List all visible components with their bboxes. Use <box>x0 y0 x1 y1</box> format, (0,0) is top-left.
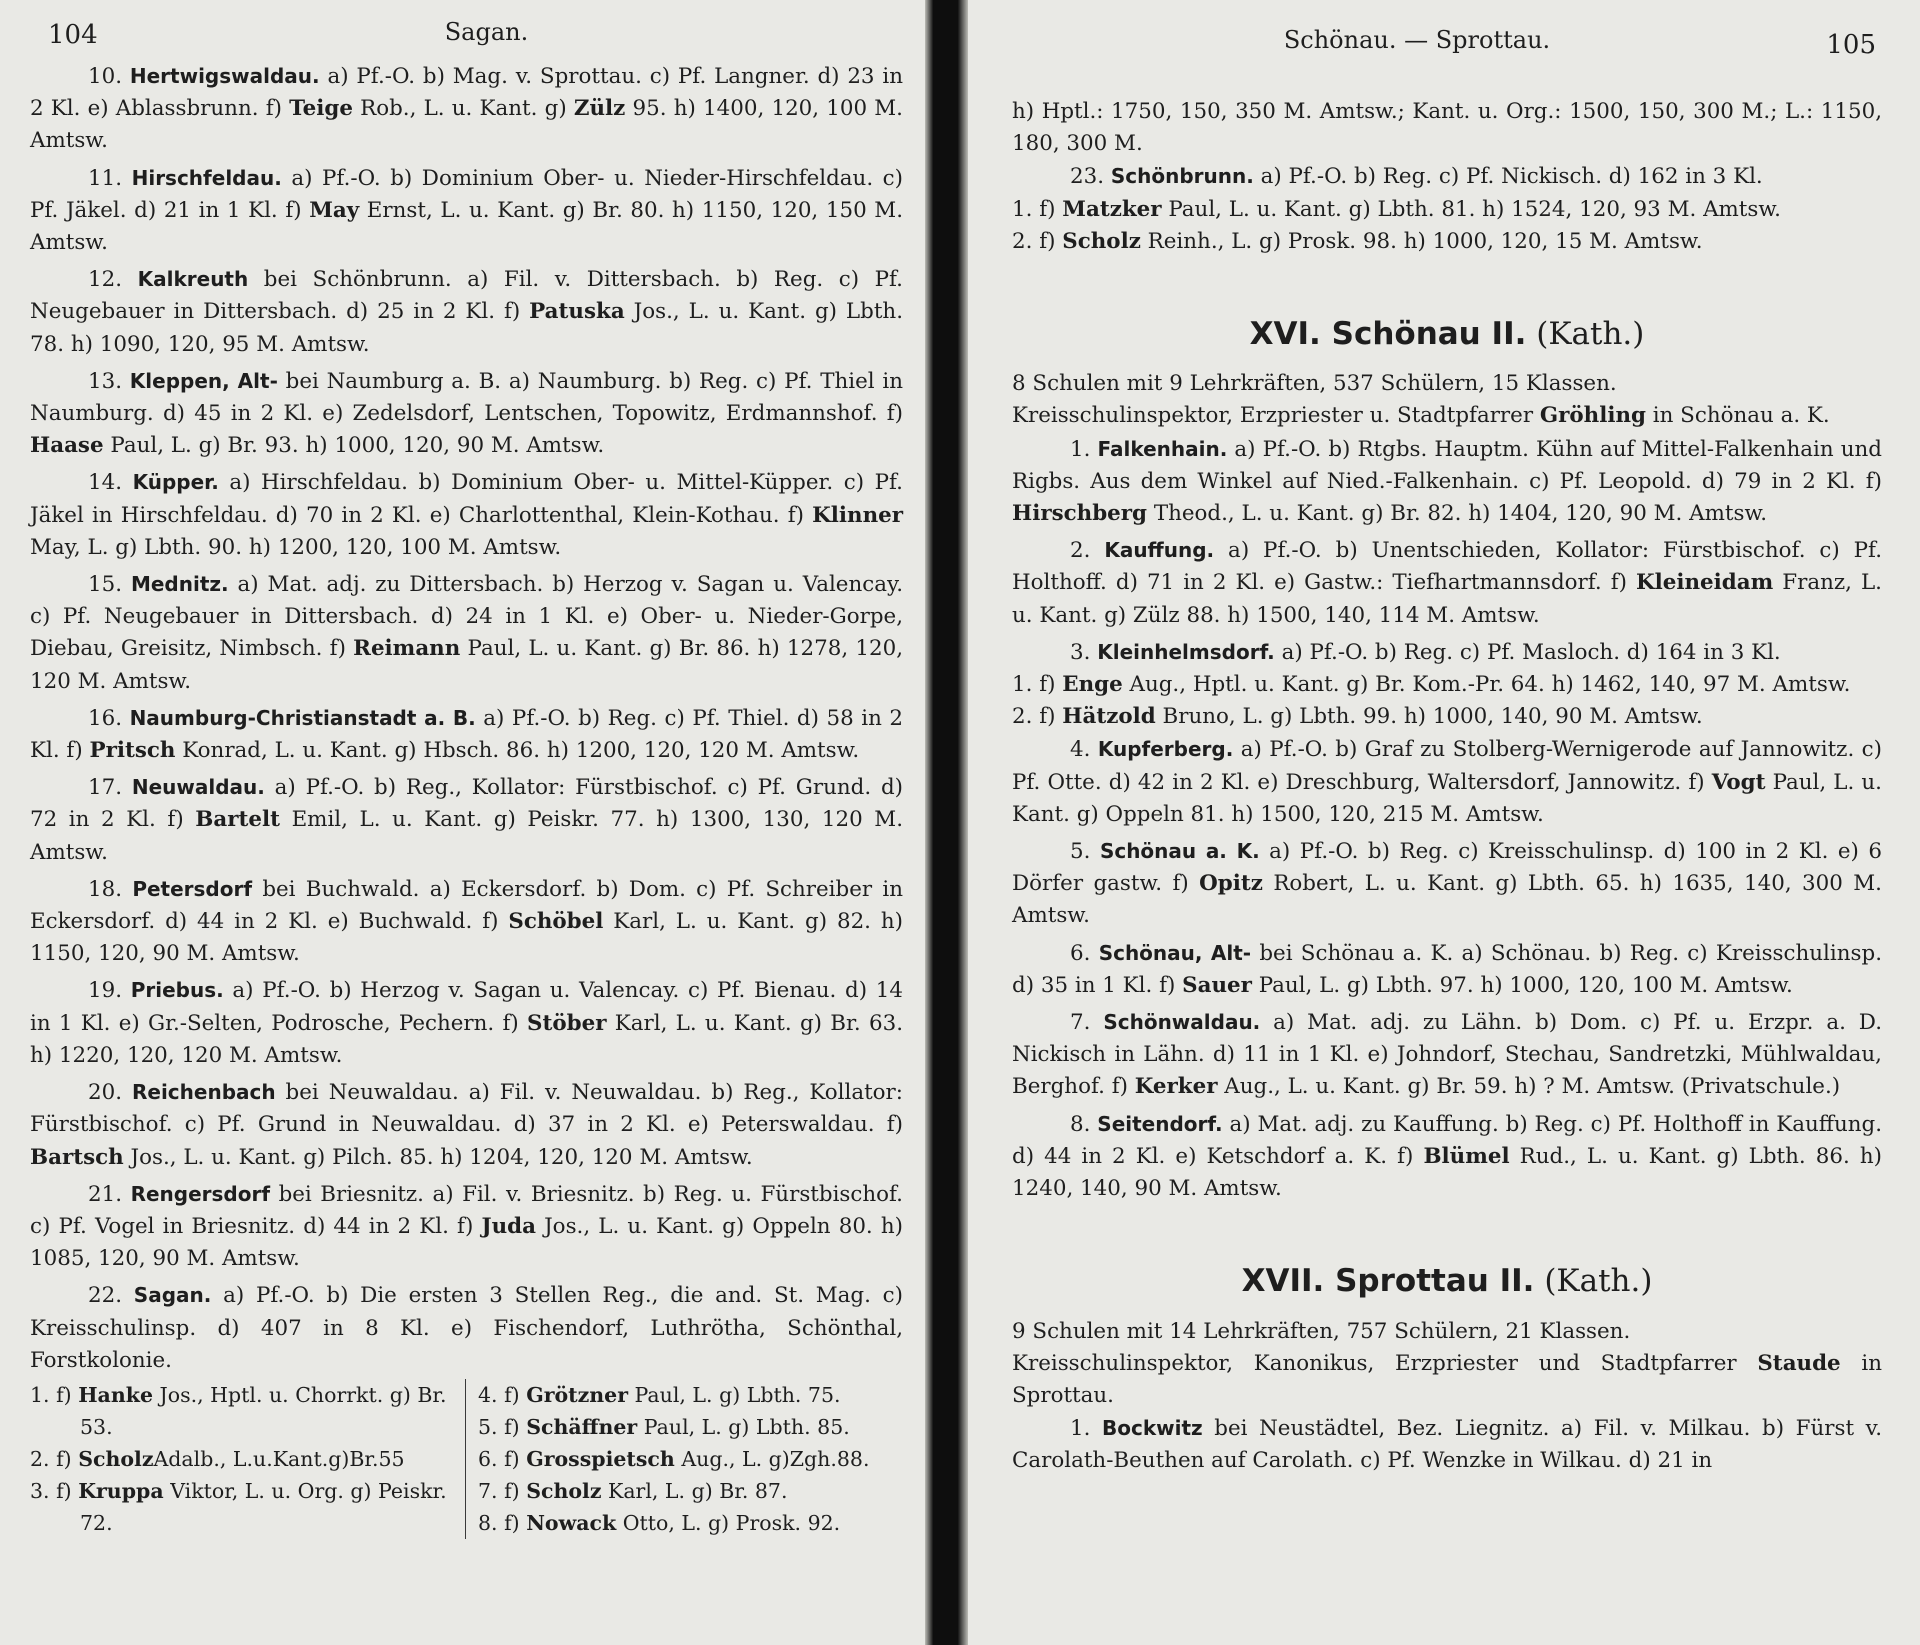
staff-row <box>478 1507 903 1539</box>
entry-number: 2. <box>1070 538 1091 564</box>
entry-number: 21. <box>88 1181 123 1207</box>
teacher-name: Kleineidam <box>1636 570 1774 596</box>
staff-details: Jos., Hptl. u. Chorrkt. g) Br. 53. <box>80 1382 447 1439</box>
teacher-name: Patuska <box>529 299 625 325</box>
school-entry <box>30 1076 903 1174</box>
entry-text: bei Neuwaldau. a) Fil. v. Neuwaldau. b) Reg., Kollator: Fürstbischof. c) Pf. Grund in Neuwaldau. d) 37 in 2 Kl. e) Peterswaldau. f) <box>30 1080 903 1138</box>
entry-text: a) Pf.-O. b) Reg. c) Pf. Masloch. d) 164 in 3 Kl. <box>1274 639 1781 665</box>
place-name: Naumburg-Christianstadt a. B. <box>129 705 476 730</box>
teacher-name: Klinner <box>812 502 903 528</box>
entry-text: May, L. g) Lbth. 90. h) 1200, 120, 100 M. Amtsw. <box>30 534 562 560</box>
entry-number: 6. <box>1070 940 1091 966</box>
inspector-suffix: in Schönau a. K. <box>1645 403 1830 429</box>
entry-text: Robert, L. u. Kant. g) Lbth. 65. h) 1635, 140, 300 M. Amtsw. <box>1012 871 1882 929</box>
entry-text: 95. h) 1400, 120, 100 M. Amtsw. <box>30 96 903 154</box>
entry-text: Konrad, L. u. Kant. g) Hbsch. 86. h) 1200, 120, 120 M. Amtsw. <box>175 738 860 764</box>
entry-number: 17. <box>88 775 123 801</box>
staff-column-left <box>30 1379 466 1539</box>
entry-text: Ernst, L. u. Kant. g) Br. 80. h) 1150, 120, 150 M. Amtsw. <box>30 197 903 256</box>
school-entry <box>1012 534 1882 632</box>
entry-text: a) Mat. adj. zu Kauffung. b) Reg. c) Pf. Holthoff in Kauffung. d) 44 in 2 Kl. e) Ketschdorf a. K. f) <box>1012 1111 1882 1169</box>
teacher-name: Kerker <box>1134 1074 1218 1100</box>
teacher-name: Nowack <box>526 1510 617 1535</box>
entry-number: 14. <box>88 470 123 496</box>
staff-details: Reinh., L. g) Prosk. 98. h) 1000, 120, 15 M. Amtsw. <box>1140 228 1703 254</box>
place-name: Schönbrunn. <box>1110 164 1254 189</box>
teacher-name: Scholz <box>78 1446 154 1471</box>
entry-text: Emil, L. u. Kant. g) Peiskr. 77. h) 1300, 130, 120 M. Amtsw. <box>30 807 904 865</box>
staff-column-right <box>478 1379 903 1539</box>
place-name: Rengersdorf <box>130 1181 271 1206</box>
entry-number: 10. <box>88 64 123 89</box>
teacher-name: Opitz <box>1199 871 1263 897</box>
place-name: Kupferberg. <box>1097 737 1234 762</box>
entry-text: bei Briesnitz. a) Fil. v. Briesnitz. b) Reg. u. Fürstbischof. c) Pf. Vogel in Briesnitz. d) 44 in 2 Kl. f) <box>30 1181 903 1239</box>
staff-row <box>478 1443 903 1475</box>
staff-number: 4. f) <box>478 1382 527 1407</box>
place-name: Petersdorf <box>132 876 253 901</box>
staff-row <box>1012 669 1882 701</box>
staff-row <box>1012 226 1882 258</box>
teacher-name: Reimann <box>353 636 461 662</box>
staff-number: 1. f) <box>30 1382 79 1407</box>
place-name: Küpper. <box>132 470 219 495</box>
inspector-suffix: in Sprottau. <box>1012 1350 1882 1408</box>
staff-number: 5. f) <box>478 1414 527 1439</box>
entry-number: 15. <box>88 572 123 598</box>
entry-text: a) Pf.-O. b) Reg. c) Pf. Nickisch. d) 162 in 3 Kl. <box>1253 164 1763 190</box>
entry-text: Paul, L. g) Br. 93. h) 1000, 120, 90 M. Amtsw. <box>103 433 605 459</box>
staff-details: Aug., Hptl. u. Kant. g) Br. Kom.-Pr. 64. h) 1462, 140, 97 M. Amtsw. <box>1122 672 1851 698</box>
school-entry <box>30 466 903 564</box>
section-inspector <box>1012 400 1882 432</box>
teacher-name: Matzker <box>1062 196 1162 222</box>
entry-text: a) Pf.-O. b) Reg., Kollator: Fürstbischof. c) Pf. Grund. d) 72 in 2 Kl. f) <box>30 775 903 833</box>
teacher-name: Scholz <box>526 1478 602 1503</box>
entry-text: a) Hirschfeldau. b) Dominium Ober- u. Mittel-Küpper. c) Pf. Jäkel in Hirschfeldau. d) 70 in 2 Kl. e) Charlottenthal, Klein-Kothau. f) <box>30 470 903 528</box>
teacher-name: May <box>309 197 360 223</box>
entry-text: a) Pf.-O. b) Reg. c) Kreisschulinsp. d) 100 in 2 Kl. e) 6 Dörfer gastw. f) <box>1012 839 1883 897</box>
section-heading-16 <box>1012 316 1882 353</box>
sagan-staff-table <box>30 1379 903 1539</box>
entry-text: Theod., L. u. Kant. g) Br. 82. h) 1404, 120, 90 M. Amtsw. <box>1147 501 1768 527</box>
teacher-name: Vogt <box>1711 769 1766 795</box>
place-name: Kleppen, Alt- <box>129 368 278 393</box>
inspector-prefix: Kreisschulinspektor, Erzpriester u. Stadtpfarrer <box>1012 403 1540 429</box>
entry-number: 4. <box>1070 737 1091 763</box>
staff-number: 1. f) <box>1012 196 1063 222</box>
entry-text: Rob., L. u. Kant. g) <box>352 96 574 122</box>
page-number: 105 <box>1826 30 1876 60</box>
school-entry <box>30 365 903 463</box>
left-entries <box>30 60 903 1377</box>
school-entry <box>1012 733 1882 831</box>
entry-text: bei Buchwald. a) Eckersdorf. b) Dom. c) Pf. Schreiber in Eckersdorf. d) 44 in 2 Kl. e) Buchwald. f) <box>30 876 903 935</box>
teacher-name: Scholz <box>1062 228 1141 254</box>
teacher-name: Haase <box>30 433 104 459</box>
entry-text: Aug., L. u. Kant. g) Br. 59. h) ? M. Amtsw. (Privatschule.) <box>1217 1074 1841 1100</box>
staff-number: 2. f) <box>1012 704 1063 730</box>
staff-row <box>1012 701 1882 733</box>
section-title: XVI. Schönau II. <box>1249 316 1527 353</box>
staff-details: Paul, L. u. Kant. g) Lbth. 81. h) 1524, 120, 93 M. Amtsw. <box>1161 196 1781 222</box>
right-body <box>1012 96 1882 1478</box>
teacher-name: Bartelt <box>195 807 280 833</box>
place-name: Hertwigswaldau. <box>129 64 320 88</box>
place-name: Schönau a. K. <box>1099 839 1260 864</box>
right-page <box>968 0 1920 1645</box>
entry-text: a) Mat. adj. zu Dittersbach. b) Herzog v. Sagan u. Valencay. c) Pf. Neugebauer in Dittersbach. d) 24 in 1 Kl. e) Ober- u. Nieder-Gorpe, Diebau, Greisitz, Nimbsch. f) <box>30 572 903 662</box>
place-name: Kleinhelmsdorf. <box>1097 639 1275 664</box>
entry-number: 13. <box>88 368 123 394</box>
teacher-name: Schäffner <box>526 1414 638 1439</box>
school-entry <box>1012 937 1882 1002</box>
entry-text: a) Pf.-O. b) Herzog v. Sagan u. Valencay. c) Pf. Bienau. d) 14 in 1 Kl. e) Gr.-Selten, Podrosche, Pechern. f) <box>30 978 903 1036</box>
school-entry <box>30 263 903 361</box>
left-page <box>0 0 925 1645</box>
section-confession: (Kath.) <box>1536 316 1645 353</box>
right-page-header <box>1012 0 1882 60</box>
staff-number: 6. f) <box>478 1446 527 1471</box>
entry-number: 20. <box>88 1080 123 1106</box>
entry-text: Jos., L. u. Kant. g) Lbth. 78. h) 1090, 120, 95 M. Amtsw. <box>30 299 904 357</box>
staff-details: Aug., L. g)Zgh.88. <box>674 1446 870 1471</box>
school-entry <box>1012 835 1882 933</box>
entry-number: 12. <box>88 267 123 293</box>
staff-details: Bruno, L. g) Lbth. 99. h) 1000, 140, 90 M. Amtsw. <box>1155 704 1703 730</box>
staff-details: Otto, L. g) Prosk. 92. <box>616 1510 841 1535</box>
entry-text: bei Naumburg a. B. a) Naumburg. b) Reg. c) Pf. Thiel in Naumburg. d) 45 in 2 Kl. e) Zedelsdorf, Lentschen, Topowitz, Erdmannshof. f) <box>30 368 903 427</box>
school-entry <box>1012 636 1882 669</box>
entry-text: bei Schönau a. K. a) Schönau. b) Reg. c) Kreisschulinsp. d) 35 in 1 Kl. f) <box>1012 940 1882 998</box>
teacher-name: Grosspietsch <box>526 1446 675 1471</box>
staff-number: 7. f) <box>478 1478 527 1503</box>
entry-23-staff <box>1012 194 1882 258</box>
entry-23 <box>1012 160 1882 193</box>
entry-number: 19. <box>88 978 123 1004</box>
teacher-name: Schöbel <box>508 909 604 935</box>
place-name: Kalkreuth <box>137 267 249 292</box>
staff-details: Viktor, L. u. Org. g) Peiskr. 72. <box>80 1478 447 1535</box>
inspector-name: Staude <box>1757 1350 1841 1376</box>
entry-text: Paul, L. u. Kant. g) Br. 86. h) 1278, 120, 120 M. Amtsw. <box>30 636 903 694</box>
entry-number: 1. <box>1070 436 1091 462</box>
teacher-name: Hätzold <box>1062 704 1156 730</box>
place-name: Mednitz. <box>130 572 229 597</box>
staff-row <box>478 1475 903 1507</box>
book-gutter <box>925 0 968 1645</box>
left-page-header <box>30 0 903 60</box>
entry-text: a) Pf.-O. b) Graf zu Stolberg-Wernigerode auf Jannowitz. c) Pf. Otte. d) 42 in 2 Kl. e) Dreschburg, Waltersdorf, Jannowitz. f) <box>1012 737 1882 795</box>
staff-row <box>1012 194 1882 226</box>
entry-text: bei Schönbrunn. a) Fil. v. Dittersbach. b) Reg. c) Pf. Neugebauer in Dittersbach. d) 25 in 2 Kl. f) <box>30 267 903 325</box>
inspector-prefix: Kreisschulinspektor, Kanonikus, Erzpriester und Stadtpfarrer <box>1012 1350 1758 1376</box>
place-name: Neuwaldau. <box>131 775 265 800</box>
school-entry <box>30 702 903 767</box>
section-summary: 9 Schulen mit 14 Lehrkräften, 757 Schülern, 21 Klassen. <box>1012 1318 1631 1344</box>
teacher-name: Hirschberg <box>1012 501 1148 527</box>
entry-text: a) Pf.-O. b) Die ersten 3 Stellen Reg., die and. St. Mag. c) Kreisschulinsp. d) 407 in 8 Kl. e) Fischendorf, Luthrötha, Schönthal, Forstkolonie. <box>30 1283 903 1373</box>
school-entry <box>30 771 903 869</box>
inspector-name: Gröhling <box>1539 403 1646 429</box>
place-name: Hirschfeldau. <box>131 165 282 190</box>
entry-text: Paul, L. u. Kant. g) Oppeln 81. h) 1500, 120, 215 M. Amtsw. <box>1012 769 1882 827</box>
staff-row <box>478 1411 903 1443</box>
entry-text: Paul, L. g) Lbth. 97. h) 1000, 120, 100 M. Amtsw. <box>1251 972 1793 998</box>
staff-number: 2. f) <box>1012 228 1063 254</box>
entry-text: Jos., L. u. Kant. g) Pilch. 85. h) 1204, 120, 120 M. Amtsw. <box>123 1144 753 1170</box>
entry-text: a) Pf.-O. b) Reg. c) Pf. Thiel. d) 58 in 2 Kl. f) <box>30 705 903 764</box>
teacher-name: Enge <box>1062 672 1123 698</box>
entry-3-staff <box>1012 669 1882 733</box>
entry-number: 23. <box>1070 164 1105 190</box>
teacher-name: Juda <box>481 1213 536 1239</box>
school-entry <box>30 568 903 698</box>
school-entry <box>30 162 903 260</box>
staff-details: Karl, L. g) Br. 87. <box>601 1478 788 1503</box>
teacher-name: Pritsch <box>89 738 176 764</box>
staff-details: Paul, L. g) Lbth. 75. <box>628 1382 841 1407</box>
school-entry <box>30 974 903 1072</box>
entry-text: Karl, L. u. Kant. g) Br. 63. h) 1220, 120, 120 M. Amtsw. <box>30 1010 903 1068</box>
entry-text: Karl, L. u. Kant. g) 82. h) 1150, 120, 90 M. Amtsw. <box>30 909 904 967</box>
entry-text: a) Pf.-O. b) Mag. v. Sprottau. c) Pf. Langner. d) 23 in 2 Kl. e) Ablassbrunn. f) <box>30 64 903 122</box>
exam-place: Zülz <box>573 96 626 122</box>
school-entry <box>1012 1006 1882 1104</box>
school-entry <box>30 60 903 158</box>
section-inspector <box>1012 1348 1882 1412</box>
entry-text: bei Neustädtel, Bez. Liegnitz. a) Fil. v. Milkau. b) Fürst v. Carolath-Beuthen auf Carolath. c) Pf. Wenzke in Wilkau. d) 21 in <box>1012 1416 1882 1474</box>
staff-number: 1. f) <box>1012 672 1063 698</box>
entry-number: 16. <box>88 705 123 731</box>
place-name: Falkenhain. <box>1097 436 1228 461</box>
teacher-name: Kruppa <box>78 1478 164 1503</box>
entry-text: Franz, L. u. Kant. g) Zülz 88. h) 1500, 140, 114 M. Amtsw. <box>1012 570 1882 628</box>
staff-row <box>30 1475 455 1539</box>
place-name: Schönau, Alt- <box>1098 940 1252 965</box>
teacher-name: Bartsch <box>30 1144 124 1170</box>
school-entry <box>1012 1108 1882 1206</box>
school-entry <box>1012 433 1882 531</box>
place-name: Reichenbach <box>131 1080 276 1105</box>
entry-number: 7. <box>1070 1010 1091 1036</box>
place-name: Priebus. <box>130 978 224 1003</box>
staff-number: 3. f) <box>30 1478 79 1503</box>
entry-text: a) Pf.-O. b) Rtgbs. Hauptm. Kühn auf Mittel-Falkenhain und Rigbs. Aus dem Winkel auf Nied.-Falkenhain. c) Pf. Leopold. d) 79 in 2 Kl. f) <box>1012 436 1882 494</box>
entry-number: 11. <box>88 165 123 191</box>
running-title: Schönau. — Sprottau. <box>1283 26 1551 54</box>
teacher-name: Hanke <box>78 1382 153 1407</box>
page-number: 104 <box>48 20 98 50</box>
entry-text: a) Pf.-O. b) Dominium Ober- u. Nieder-Hirschfeldau. c) Pf. Jäkel. d) 21 in 1 Kl. f) <box>30 165 903 223</box>
school-entry <box>30 1178 903 1276</box>
entry-bockwitz <box>1012 1412 1882 1477</box>
entry-number: 3. <box>1070 639 1091 665</box>
place-name: Schönwaldau. <box>1103 1010 1261 1035</box>
right-entries <box>1012 433 1882 1206</box>
entry-number: 18. <box>88 876 123 902</box>
place-name: Bockwitz <box>1102 1416 1203 1441</box>
staff-row <box>30 1443 455 1475</box>
entry-text: a) Mat. adj. zu Lähn. b) Dom. c) Pf. u. Erzpr. a. D. Nickisch in Lähn. d) 11 in 1 Kl. e) Johndorf, Stechau, Sandretzki, Mühlwaldau, Berghof. f) <box>1012 1010 1882 1100</box>
section-heading-17 <box>1012 1263 1882 1300</box>
teacher-name: Grötzner <box>526 1382 629 1407</box>
entry-number: 22. <box>88 1283 123 1309</box>
school-entry <box>30 873 903 971</box>
entry-number: 8. <box>1070 1111 1091 1137</box>
running-title: Sagan. <box>444 18 529 46</box>
staff-number: 8. f) <box>478 1510 527 1535</box>
teacher-name: Blümel <box>1423 1143 1510 1169</box>
staff-number: 2. f) <box>30 1446 79 1471</box>
continuation-text: h) Hptl.: 1750, 150, 350 M. Amtsw.; Kant. u. Org.: 1500, 150, 300 M.; L.: 1150, 180, 300 M. <box>1012 99 1882 157</box>
staff-row <box>478 1379 903 1411</box>
section-confession: (Kath.) <box>1544 1263 1653 1300</box>
entry-text: a) Pf.-O. b) Unentschieden, Kollator: Fürstbischof. c) Pf. Holthoff. d) 71 in 2 Kl. e) Gastw.: Tiefhartmannsdorf. f) <box>1012 538 1882 596</box>
staff-details: Paul, L. g) Lbth. 85. <box>637 1414 850 1439</box>
teacher-name: Sauer <box>1182 972 1252 998</box>
place-name: Sagan. <box>133 1283 212 1308</box>
entry-number: 1. <box>1070 1416 1091 1442</box>
section-title: XVII. Sprottau II. <box>1241 1263 1535 1300</box>
staff-details: Adalb., L.u.Kant.g)Br.55 <box>153 1446 405 1471</box>
entry-number: 5. <box>1070 839 1091 865</box>
section-summary: 8 Schulen mit 9 Lehrkräften, 537 Schülern, 15 Klassen. <box>1012 371 1617 397</box>
teacher-name: Stöber <box>527 1010 607 1036</box>
place-name: Seitendorf. <box>1097 1111 1223 1136</box>
teacher-name: Teige <box>289 96 353 122</box>
entry-text: Jos., L. u. Kant. g) Oppeln 80. h) 1085, 120, 90 M. Amtsw. <box>30 1213 903 1272</box>
place-name: Kauffung. <box>1104 538 1215 563</box>
staff-row <box>30 1379 455 1443</box>
school-entry <box>30 1279 903 1377</box>
entry-text: Rud., L. u. Kant. g) Lbth. 86. h) 1240, 140, 90 M. Amtsw. <box>1012 1143 1882 1202</box>
